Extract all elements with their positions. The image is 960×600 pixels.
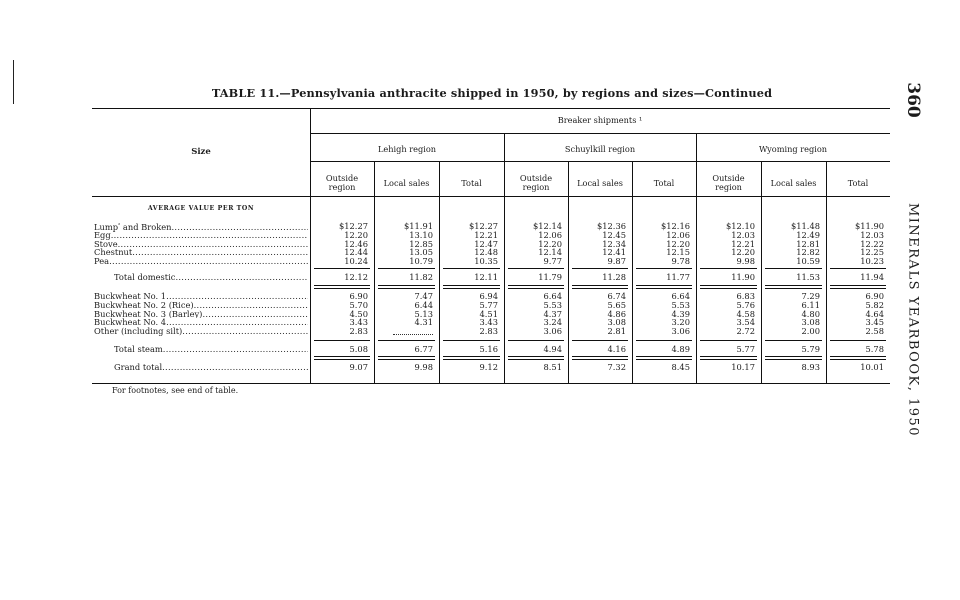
total-rule — [508, 340, 564, 341]
value-cell: 5.70 — [349, 299, 368, 310]
total-domestic-cell: 11.79 — [538, 272, 562, 282]
column-rule — [761, 161, 762, 383]
grand-total-cell: 9.98 — [414, 362, 433, 372]
total-steam-cell: 5.79 — [801, 344, 820, 354]
total-rule — [314, 268, 370, 269]
row-label-total-domestic: Total domestic ..... — [114, 273, 308, 282]
value-cell: 4.50 — [349, 308, 368, 319]
value-cell: 12.47 — [474, 238, 498, 249]
domestic-values-column — [828, 222, 884, 266]
value-cell: 4.64 — [865, 308, 884, 319]
value-cell: $12.27 — [468, 221, 498, 231]
value-cell: 5.82 — [865, 299, 884, 310]
value-cell: 12.06 — [538, 229, 562, 240]
value-cell: 6.11 — [801, 299, 820, 310]
total-domestic-cell: 11.28 — [602, 272, 626, 282]
domestic-values-column — [441, 222, 498, 266]
wyoming-region-header: Wyoming region — [758, 144, 828, 154]
value-cell: $12.36 — [596, 221, 626, 231]
value-cell: 3.43 — [479, 317, 498, 328]
value-cell: 3.06 — [671, 326, 690, 337]
total-rule — [443, 285, 500, 289]
table-top-rule — [92, 108, 890, 109]
subheader-total: Total — [461, 177, 482, 188]
row-label-buckwheat-1: Buckwheat No. 1 ..... — [94, 292, 308, 301]
value-cell: 12.21 — [474, 229, 498, 240]
row-label-lump: Lump$^{^2}$ and Broken ..... — [94, 222, 308, 232]
grand-total-cell: 9.12 — [479, 362, 498, 372]
section-heading: AVERAGE VALUE PER TON — [147, 205, 255, 212]
total-rule — [700, 268, 757, 269]
row-label-pea: Pea ..... — [94, 257, 308, 266]
value-cell: 5.77 — [479, 299, 498, 310]
value-cell: 2.00 — [801, 326, 820, 337]
value-cell: 3.43 — [349, 317, 368, 328]
value-cell: 9.77 — [543, 256, 562, 267]
footnote: For footnotes, see end of table. — [112, 386, 239, 395]
value-cell: 9.98 — [736, 256, 755, 267]
value-cell: 10.79 — [409, 256, 433, 267]
domestic-values-column — [570, 222, 626, 266]
row-label-egg: Egg ..... — [94, 231, 308, 240]
value-cell: 12.46 — [344, 238, 368, 249]
value-cell: 4.80 — [801, 308, 820, 319]
value-cell: 2.58 — [865, 326, 884, 337]
value-cell: 6.90 — [865, 291, 884, 301]
subheader-outside-region: Outside region — [712, 173, 745, 192]
value-cell: 3.06 — [543, 326, 562, 337]
table-title: TABLE 11.—Pennsylvania anthracite shipped in 1950, by regions and sizes—Continued — [211, 86, 773, 100]
domestic-values-column — [506, 222, 562, 266]
schuylkill-region-header: Schuylkill region — [564, 144, 636, 154]
total-rule — [765, 356, 822, 360]
value-cell: 13.05 — [409, 247, 433, 258]
grand-total-cell: 8.45 — [671, 362, 690, 372]
total-rule — [378, 340, 435, 341]
steam-values-column — [441, 292, 498, 336]
value-cell: 12.49 — [796, 229, 820, 240]
table-bottom-rule — [92, 383, 890, 384]
total-rule — [636, 356, 692, 360]
value-cell: 6.74 — [607, 291, 626, 301]
value-cell: 12.34 — [602, 238, 626, 249]
value-cell: $12.16 — [660, 221, 690, 231]
value-cell: 12.82 — [796, 247, 820, 258]
value-cell: 4.31 — [414, 317, 433, 328]
value-cell: 5.53 — [671, 299, 690, 310]
value-cell: 2.83 — [349, 326, 368, 337]
total-rule — [572, 340, 628, 341]
value-cell: 6.64 — [671, 291, 690, 301]
subheader-outside-region: Outside region — [325, 173, 359, 192]
value-cell: 4.51 — [479, 308, 498, 319]
value-cell: 2.72 — [736, 326, 755, 337]
value-cell: 12.15 — [666, 247, 690, 258]
total-rule — [508, 268, 564, 269]
subheader-local-sales: Local sales — [770, 177, 817, 188]
column-rule — [632, 161, 633, 383]
value-cell: 12.44 — [344, 247, 368, 258]
total-rule — [830, 340, 886, 341]
value-cell: 12.81 — [796, 238, 820, 249]
value-cell — [376, 327, 433, 336]
domestic-values-column — [376, 222, 433, 266]
value-cell: 9.78 — [671, 256, 690, 267]
total-rule — [314, 340, 370, 341]
region-column-rule — [696, 133, 697, 383]
value-cell: 7.47 — [414, 291, 433, 301]
value-cell: 3.08 — [607, 317, 626, 328]
value-cell: $12.10 — [725, 221, 755, 231]
value-cell: 6.90 — [349, 291, 368, 301]
column-rule — [826, 161, 827, 383]
total-domestic-cell: 11.53 — [796, 272, 820, 282]
value-cell: 12.20 — [731, 247, 755, 258]
domestic-values-column — [698, 222, 755, 266]
total-steam-cell: 4.89 — [671, 344, 690, 354]
total-rule — [443, 356, 500, 360]
value-cell: $11.48 — [790, 221, 820, 231]
grand-total-cell: 7.32 — [607, 362, 626, 372]
value-cell: 5.53 — [543, 299, 562, 310]
subheader-local-sales: Local sales — [577, 177, 623, 188]
value-cell: 3.54 — [736, 317, 755, 328]
total-domestic-cell: 11.90 — [731, 272, 755, 282]
domestic-values-column — [312, 222, 368, 266]
value-cell: 12.22 — [860, 238, 884, 249]
value-cell: 6.83 — [736, 291, 755, 301]
total-rule — [700, 285, 757, 289]
total-rule — [572, 285, 628, 289]
steam-values-column — [506, 292, 562, 336]
total-rule — [314, 356, 370, 360]
value-cell: $11.91 — [403, 221, 433, 231]
total-steam-cell: 5.78 — [865, 344, 884, 354]
row-label-buckwheat-4: Buckwheat No. 4 ..... — [94, 318, 308, 327]
subheader-local-sales: Local sales — [383, 177, 430, 188]
total-domestic-cell: 11.94 — [860, 272, 884, 282]
value-cell: 3.45 — [865, 317, 884, 328]
column-rule — [568, 161, 569, 383]
steam-values-column — [763, 292, 820, 336]
total-steam-cell: 4.94 — [543, 344, 562, 354]
value-cell: $12.14 — [532, 221, 562, 231]
value-cell: 5.13 — [414, 308, 433, 319]
value-cell: 12.41 — [602, 247, 626, 258]
value-cell: 5.65 — [607, 299, 626, 310]
steam-values-column — [828, 292, 884, 336]
total-rule — [765, 285, 822, 289]
total-rule — [765, 268, 822, 269]
value-cell: 13.10 — [409, 229, 433, 240]
grand-total-cell: 8.93 — [801, 362, 820, 372]
value-cell: 12.03 — [731, 229, 755, 240]
value-cell: 12.21 — [731, 238, 755, 249]
total-domestic-cell: 12.11 — [474, 272, 498, 282]
total-rule — [443, 268, 500, 269]
grand-total-cell: 8.51 — [543, 362, 562, 372]
total-rule — [443, 340, 500, 341]
total-rule — [765, 340, 822, 341]
value-cell: 4.37 — [543, 308, 562, 319]
lehigh-region-header: Lehigh region — [377, 144, 437, 154]
total-rule — [378, 268, 435, 269]
row-label-buckwheat-2: Buckwheat No. 2 (Rice) ..... — [94, 301, 308, 310]
value-cell: 4.58 — [736, 308, 755, 319]
steam-values-column — [634, 292, 690, 336]
total-rule — [508, 285, 564, 289]
total-rule — [508, 356, 564, 360]
value-cell: 10.24 — [344, 256, 368, 267]
value-cell: 12.14 — [538, 247, 562, 258]
value-cell: 12.48 — [474, 247, 498, 258]
value-cell: 12.03 — [860, 229, 884, 240]
value-cell: 7.29 — [801, 291, 820, 301]
value-cell: 10.35 — [474, 256, 498, 267]
value-cell: 12.20 — [538, 238, 562, 249]
total-rule — [314, 285, 370, 289]
total-domestic-cell: 11.82 — [409, 272, 433, 282]
value-cell: 6.94 — [479, 291, 498, 301]
domestic-values-column — [763, 222, 820, 266]
value-cell: 10.23 — [860, 256, 884, 267]
value-cell: 10.59 — [796, 256, 820, 267]
grand-total-cell: 9.07 — [349, 362, 368, 372]
region-column-rule — [504, 133, 505, 383]
total-rule — [700, 356, 757, 360]
value-cell: 2.83 — [479, 326, 498, 337]
total-rule — [378, 285, 435, 289]
subheader-total: Total — [847, 177, 869, 188]
steam-values-column — [312, 292, 368, 336]
value-cell: 6.64 — [543, 291, 562, 301]
total-rule — [700, 340, 757, 341]
total-steam-cell: 5.77 — [736, 344, 755, 354]
row-label-total-steam: Total steam ..... — [114, 345, 308, 354]
row-label-buckwheat-3: Buckwheat No. 3 (Barley) ..... — [94, 310, 308, 319]
size-column-header: Size — [191, 147, 211, 157]
row-label-stove: Stove ..... — [94, 240, 308, 249]
total-rule — [830, 356, 886, 360]
header-bottom-rule — [92, 196, 890, 197]
total-domestic-cell: 11.77 — [666, 272, 690, 282]
value-cell: 6.44 — [414, 299, 433, 310]
region-rule — [310, 161, 890, 162]
total-rule — [636, 340, 692, 341]
total-rule — [830, 268, 886, 269]
total-rule — [572, 356, 628, 360]
subheader-total: Total — [653, 177, 675, 188]
value-cell: 12.25 — [860, 247, 884, 258]
total-rule — [378, 356, 435, 360]
value-cell: 12.20 — [344, 229, 368, 240]
subheader-outside-region: Outside region — [519, 173, 553, 192]
total-rule — [830, 285, 886, 289]
value-cell: 12.06 — [666, 229, 690, 240]
total-rule — [572, 268, 628, 269]
total-steam-cell: 5.16 — [479, 344, 498, 354]
breaker-rule — [310, 133, 890, 134]
value-cell: 4.86 — [607, 308, 626, 319]
domestic-values-column — [634, 222, 690, 266]
row-label-grand-total: Grand total ..... — [114, 363, 308, 372]
value-cell: $11.90 — [854, 221, 884, 231]
row-label-other: Other (including silt) ..... — [94, 327, 308, 336]
value-cell: $12.27 — [338, 221, 368, 231]
value-cell: 12.85 — [409, 238, 433, 249]
value-cell: 3.24 — [543, 317, 562, 328]
running-head: MINERALS YEARBOOK, 1950 — [905, 202, 921, 438]
value-cell: 5.76 — [736, 299, 755, 310]
total-rule — [636, 285, 692, 289]
value-cell: 3.20 — [671, 317, 690, 328]
breaker-shipments-header: Breaker shipments ¹ — [557, 115, 643, 125]
column-rule — [439, 161, 440, 383]
value-cell: 3.08 — [801, 317, 820, 328]
grand-total-cell: 10.17 — [731, 362, 755, 372]
row-label-chestnut: Chestnut ..... — [94, 248, 308, 257]
steam-values-column — [698, 292, 755, 336]
steam-values-column — [570, 292, 626, 336]
column-rule — [374, 161, 375, 383]
value-cell: 2.81 — [607, 326, 626, 337]
value-cell: 12.20 — [666, 238, 690, 249]
total-steam-cell: 4.16 — [607, 344, 626, 354]
total-steam-cell: 6.77 — [414, 344, 433, 354]
no-data-leader — [393, 334, 433, 335]
total-rule — [636, 268, 692, 269]
grand-total-cell: 10.01 — [860, 362, 884, 372]
page-number: 360 — [903, 82, 923, 118]
steam-values-column — [376, 292, 433, 336]
value-cell: 4.39 — [671, 308, 690, 319]
total-domestic-cell: 12.12 — [344, 272, 368, 282]
margin-rule — [13, 60, 14, 104]
value-cell: 12.45 — [602, 229, 626, 240]
total-steam-cell: 5.08 — [349, 344, 368, 354]
value-cell: 9.87 — [607, 256, 626, 267]
